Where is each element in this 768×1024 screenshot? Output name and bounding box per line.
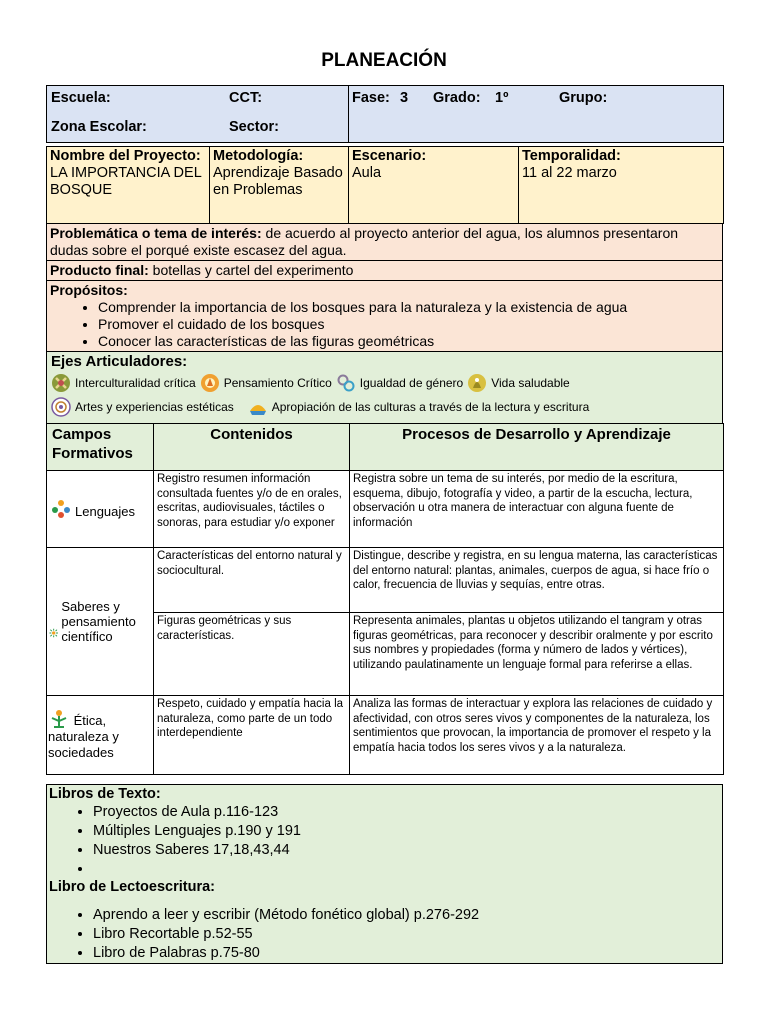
contenido-saberes-2: Figuras geométricas y sus características. <box>154 613 350 696</box>
libros-cell <box>47 785 723 964</box>
libros-texto-label: Libros de Texto: <box>49 786 161 802</box>
campo-lenguajes-wrap <box>49 498 151 520</box>
temporalidad-value: 11 al 22 marzo <box>522 165 617 181</box>
grado-label: Grado: <box>433 90 481 106</box>
etica-icon <box>48 709 70 729</box>
campo-etica-label: Ética, naturaleza y sociedades <box>48 713 119 760</box>
proceso-saberes-2: Representa animales, plantas u objetos utilizando el tangram y otras figuras geométricas, para reconocer y describir oralmente y por escrito sus nombres y propiedades (forma y número de lados y vértices), utilizando paulatinamente un lenguaje formal para referirse a ellas. <box>350 613 724 696</box>
problematica-text: de acuerdo al proyecto anterior del agua, los alumnos presentaron dudas sobre el porqué existe escasez del agua. <box>50 225 679 258</box>
header-table <box>46 85 724 143</box>
producto-cell <box>47 261 723 281</box>
eje-lectura-escritura <box>248 397 590 417</box>
libros-lecto-list <box>49 906 720 963</box>
proposito-item: • Comprender la importancia de los bosques para la naturaleza y la existencia de agua <box>98 299 719 316</box>
escuela-label: Escuela: <box>51 90 111 106</box>
propositos-list <box>50 299 719 350</box>
eje-pensamiento-critico <box>200 373 332 393</box>
vida-saludable-icon <box>467 373 487 393</box>
libro-item: • Aprendo a leer y escribir (Método fonético global) p.276-292 <box>93 906 720 925</box>
pensamiento-critico-icon <box>200 373 220 393</box>
eje-label: Interculturalidad crítica <box>75 375 196 390</box>
producto-text: botellas y cartel del experimento <box>152 262 354 278</box>
campo-lenguajes <box>47 471 154 548</box>
eje-label: Vida saludable <box>491 375 570 390</box>
propositos-label: Propósitos: <box>50 282 128 298</box>
details-table <box>46 223 723 429</box>
sector-label: Sector: <box>229 119 279 135</box>
escenario-value: Aula <box>352 165 382 181</box>
fase-label: Fase: <box>352 90 390 106</box>
eje-vida-saludable <box>467 373 570 393</box>
campo-etica <box>47 696 154 775</box>
libro-item: • Libro Recortable p.52-55 <box>93 925 720 944</box>
libros-table <box>46 784 723 964</box>
contenido-saberes-1: Características del entorno natural y sociocultural. <box>154 548 350 613</box>
campo-lenguajes-label: Lenguajes <box>75 504 135 519</box>
nombre-proyecto-value: LA IMPORTANCIA DEL BOSQUE <box>50 165 202 198</box>
igualdad-genero-icon <box>336 373 356 393</box>
page-title: PLANEACIÓN <box>321 50 447 71</box>
nombre-proyecto-cell <box>47 147 210 224</box>
grado-value: 1º <box>495 90 509 106</box>
metodologia-value: Aprendizaje Basado en Problemas <box>213 165 343 198</box>
metodologia-cell <box>210 147 349 224</box>
proposito-item: • Conocer las características de las figuras geométricas <box>98 333 719 350</box>
escenario-label: Escenario: <box>352 148 427 164</box>
problematica-label: Problemática o tema de interés: <box>50 225 262 241</box>
proceso-saberes-1: Distingue, describe y registra, en su lengua materna, las características del entorno natural: plantas, animales, cuerpos de agua, si hace frío o calor, frecuencia de lluvias y sequías, entre otras. <box>350 548 724 613</box>
contenido-lenguajes: Registro resumen información consultada fuentes y/o de en orales, escritas, audiovisuales, táctiles o sonoras, para estudiar y/o exponer <box>154 471 350 548</box>
fase-value: 3 <box>400 90 409 106</box>
campo-etica-wrap <box>48 709 152 761</box>
proceso-lenguajes: Registra sobre un tema de su interés, por medio de la escritura, esquema, dibujo, fotografía y video, a partir de la escucha, lectura, observación u otra manera de interactuar con alguna fuente de información <box>350 471 724 548</box>
nombre-proyecto-label: Nombre del Proyecto: <box>50 148 201 164</box>
artes-icon <box>51 397 71 417</box>
eje-label: Artes y experiencias estéticas <box>75 399 234 414</box>
lenguajes-icon <box>49 498 73 520</box>
eje-label: Pensamiento Crítico <box>223 375 332 390</box>
producto-label: Producto final: <box>50 262 149 278</box>
temporalidad-cell <box>519 147 724 224</box>
propositos-cell <box>47 281 723 352</box>
school-info-cell <box>47 86 349 143</box>
zona-escolar-label: Zona Escolar: <box>51 119 147 135</box>
eje-artes <box>51 397 234 417</box>
header-contenidos: Contenidos <box>154 424 350 471</box>
campo-saberes-head <box>48 599 152 644</box>
project-table <box>46 146 724 224</box>
eje-igualdad-genero <box>336 373 463 393</box>
libro-item: • Libro de Palabras p.75-80 <box>93 944 720 963</box>
interculturalidad-icon <box>51 373 71 393</box>
proceso-etica: Analiza las formas de interactuar y explora las relaciones de cuidado y afectividad, con otros seres vivos y componentes de la naturaleza, los sentimientos que provocan, la importancia de promover el respeto y la empatía hacia todos los seres vivos y a la naturaleza. <box>350 696 724 775</box>
eje-label: Igualdad de género <box>359 375 464 390</box>
contenido-etica: Respeto, cuidado y empatía hacia la naturaleza, como parte de un todo interdependiente <box>154 696 350 775</box>
libros-lecto-label: Libro de Lectoescritura: <box>49 879 215 895</box>
campo-saberes-wrap <box>48 599 152 644</box>
grupo-label: Grupo: <box>559 90 608 106</box>
ejes-label: Ejes Articuladores: <box>51 353 188 370</box>
campo-saberes-label: Saberes y pensamiento científico <box>61 599 136 644</box>
problematica-cell <box>47 224 723 261</box>
cct-label: CCT: <box>229 90 263 106</box>
campos-table <box>46 423 724 775</box>
ejes-cell <box>47 352 723 429</box>
metodologia-label: Metodología: <box>213 148 304 164</box>
campo-saberes <box>47 548 154 696</box>
header-campos: Campos Formativos <box>47 424 154 471</box>
temporalidad-label: Temporalidad: <box>522 148 621 164</box>
libro-item: • Proyectos de Aula p.116-123 <box>93 803 720 822</box>
header-procesos: Procesos de Desarrollo y Aprendizaje <box>350 424 724 471</box>
libro-item: • Múltiples Lenguajes p.190 y 191 <box>93 822 720 841</box>
lectura-escritura-icon <box>248 397 268 417</box>
libro-item: • Nuestros Saberes 17,18,43,44 <box>93 841 720 860</box>
ejes-row-2 <box>51 397 718 417</box>
eje-interculturalidad <box>51 373 196 393</box>
eje-label: Apropiación de las culturas a través de la lectura y escritura <box>271 399 590 414</box>
proposito-item: • Promover el cuidado de los bosques <box>98 316 719 333</box>
saberes-icon <box>48 622 59 644</box>
ejes-row-1 <box>51 373 718 393</box>
escenario-cell <box>349 147 519 224</box>
grade-info-cell <box>349 86 724 143</box>
libro-item-empty <box>93 860 720 879</box>
libros-texto-list <box>49 803 720 879</box>
